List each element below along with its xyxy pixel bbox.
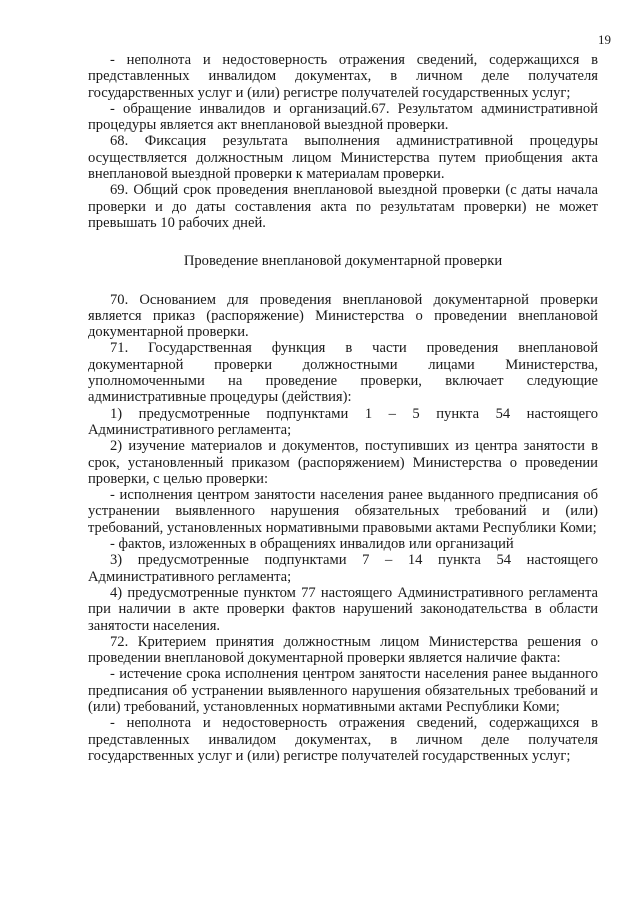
paragraph: 70. Основанием для проведения внеплановой документарной проверки является приказ (распоряжение) Министерства о проведении внеплановой документарной проверки.	[88, 291, 598, 341]
paragraph: - фактов, изложенных в обращениях инвалидов или организаций	[110, 536, 514, 553]
paragraph: 72. Критерием принятия должностным лицом Министерства решения о проведении внеплановой документарной проверки является наличие факта:	[88, 633, 598, 667]
paragraph: - неполнота и недостоверность отражения сведений, содержащихся в представленных инвалидом документах, в личном деле получателя государственных услуг и (или) регистре получателей государственных услуг;	[88, 715, 598, 764]
paragraph: - истечение срока исполнения центром занятости населения ранее выданного предписания об устранении выявленного нарушения обязательных требований и (или) требований, установленных нормативными актами Республики Коми;	[88, 666, 598, 715]
paragraph: 3) предусмотренные подпунктами 7 – 14 пункта 54 настоящего Административного регламента;	[88, 552, 598, 585]
paragraph: - неполнота и недостоверность отражения сведений, содержащихся в представленных инвалидом документах, в личном деле получателя государственных услуг и (или) регистре получателей государственных услуг;	[88, 52, 598, 101]
paragraph: - обращение инвалидов и организаций.67. Результатом административной процедуры является акт внеплановой выездной проверки.	[88, 100, 598, 134]
paragraph: 4) предусмотренные пунктом 77 настоящего Административного регламента при наличии в акте проверки фактов нарушений законодательства в области занятости населения.	[88, 584, 598, 634]
section-heading: Проведение внеплановой документарной проверки	[183, 253, 503, 270]
paragraph: 69. Общий срок проведения внеплановой выездной проверки (с даты начала проверки и до даты составления акта по результатам проверки) не может превышать 10 рабочих дней.	[88, 182, 598, 231]
page-number: 19	[598, 32, 611, 47]
paragraph: 1) предусмотренные подпунктами 1 – 5 пункта 54 настоящего Административного регламента;	[88, 405, 598, 438]
document-body	[88, 52, 598, 764]
paragraph: 2) изучение материалов и документов, поступивших из центра занятости в срок, установленный приказом (распоряжением) Министерства о проведении проверки, с целью проверки:	[88, 438, 598, 487]
paragraph: - исполнения центром занятости населения ранее выданного предписания об устранении выявленного нарушения обязательных требований и (или) требований, установленных нормативными правовыми актами Республики Коми;	[88, 487, 598, 536]
paragraph: 68. Фиксация результата выполнения административной процедуры осуществляется должностным лицом Министерства путем приобщения акта внеплановой выездной проверки к материалам проверки.	[88, 133, 598, 183]
paragraph: 71. Государственная функция в части проведения внеплановой документарной проверки должностными лицами Министерства, уполномоченными на проведение проверки, включает следующие административные процедуры (действия):	[88, 340, 598, 406]
